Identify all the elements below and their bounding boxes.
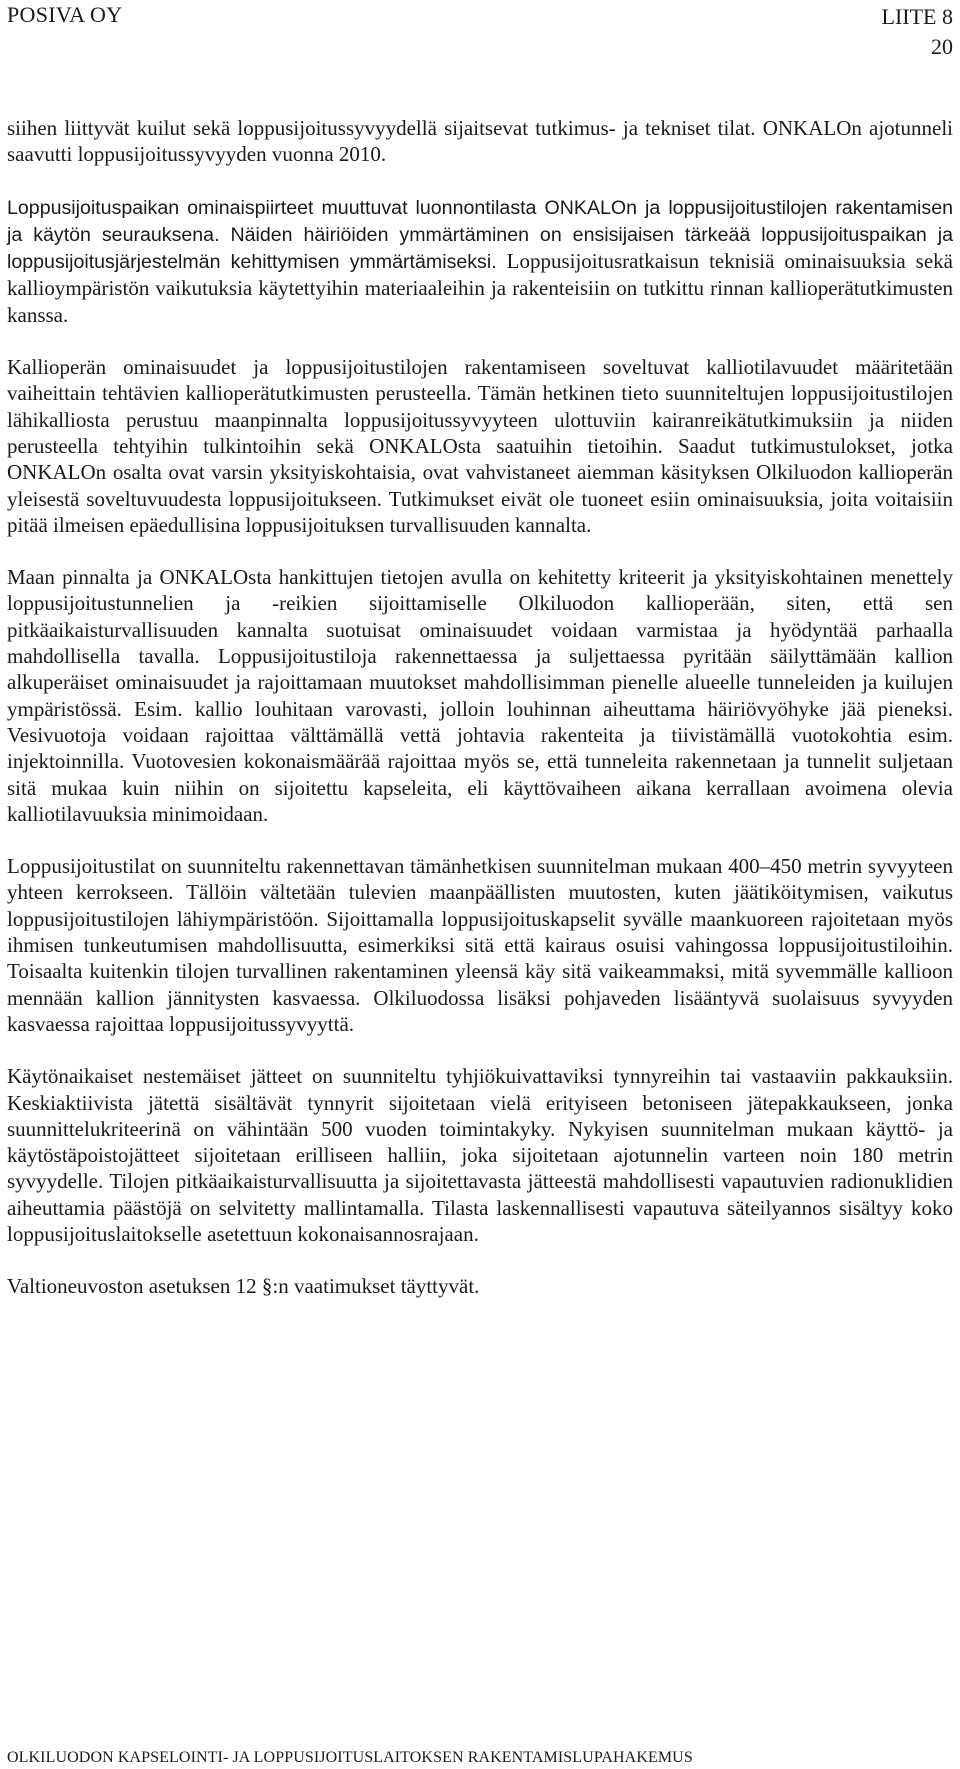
paragraph-3: Kallioperän ominaisuudet ja loppusijoitustilojen rakentamiseen soveltuvat kalliotilavuudet määritetään vaiheittain tehtävien kallioperätutkimusten perusteella. Tämän hetkinen tieto suunniteltujen loppusijoitustilojen lähikalliosta perustuu maanpinnalta loppusijoitussyvyyteen ulottuviin kairanreikätutkimuksiin ja niiden perusteella tehtyihin tulkintoihin sekä ONKALOsta saatuihin tietoihin. Saadut tutkimustulokset, jotka ONKALOn osalta ovat varsin yksityiskohtaisia, ovat vahvistaneet aiemman käsityksen Olkiluodon kallioperän yleisestä soveltuvuudesta loppusijoitukseen. Tutkimukset eivät ole tuoneet esiin ominaisuuksia, joita voitaisiin pitää ilmeisen epäedullisina loppusijoituksen turvallisuuden kannalta. (7, 355, 953, 537)
document-body (7, 115, 953, 1326)
paragraph-6: Käytönaikaiset nestemäiset jätteet on suunniteltu tyhjiökuivattaviksi tynnyreihin tai vastaaviin pakkauksiin. Keskiaktiivista jätettä sisältävät tynnyrit sijoitetaan vielä erityiseen betoniseen jätepakkaukseen, jonka suunnittelukriteerinä on vähintään 500 vuoden toimintakyky. Nykyisen suunnitelman mukaan käyttö- ja käytöstäpoistojätteet sijoitetaan erilliseen halliin, joka sijoitetaan ajotunnelin varteen noin 180 metrin syvyydelle. Tilojen pitkäaikaisturvallisuutta ja sijoitettavasta jätteestä mahdollisesti vapautuvien radionuklidien aiheuttamia päästöjä on selvitetty mallintamalla. Tilasta laskennallisesti vapautuva säteilyannos sisältyy koko loppusijoituslaitokselle asetettuun kokonaisannosrajaan. (7, 1064, 953, 1246)
paragraph-4: Maan pinnalta ja ONKALOsta hankittujen tietojen avulla on kehitetty kriteerit ja yksityiskohtainen menettely loppusijoitustunnelien ja -reikien sijoittamiselle Olkiluodon kallioperään, siten, että sen pitkäaikaisturvallisuuden kannalta suotuisat ominaisuudet voidaan varmistaa ja hyödyntää parhaalla mahdollisella tavalla. Loppusijoitustiloja rakennettaessa ja suljettaessa pyritään säilyttämään kallion alkuperäiset ominaisuudet ja rajoittamaan muutokset mahdollisimman pienelle alueelle tunneleiden ja kuilujen ympäristössä. Esim. kallio louhitaan varovasti, jolloin louhinnan aiheuttama häiriövyöhyke jää pieneksi. Vesivuotoja voidaan rajoittaa välttämällä vettä johtavia rakenteita ja tiivistämällä vuotokohtia esim. injektoinnilla. Vuotovesien kokonaismäärää rajoittaa myös se, että tunneleita rakennetaan ja tunnelit suljetaan sitä mukaa kuin niihin on sijoitettu kapseleita, eli käyttövaiheen aikana kerrallaan avoimena olevia kalliotilavuuksia minimoidaan. (7, 565, 953, 826)
page-footer: OLKILUODON KAPSELOINTI- JA LOPPUSIJOITUSLAITOKSEN RAKENTAMISLUPAHAKEMUS (7, 1749, 693, 1766)
organization-name: POSIVA OY (7, 2, 123, 27)
paragraph-5: Loppusijoitustilat on suunniteltu rakennettavan tämänhetkisen suunnitelman mukaan 400–450 metrin syvyyteen yhteen kerrokseen. Tällöin vältetään tulevien maanpäällisten muutosten, kuten jäätiköitymisen, vaikutus loppusijoitustilojen lähiympäristöön. Sijoittamalla loppusijoituskapselit syvälle maankuoreen rajoitetaan myös ihmisen tunkeutumisen mahdollisuutta, esimerkiksi sitä että kairaus osuisi vahingossa loppusijoitustiloihin. Toisaalta kuitenkin tilojen turvallinen rakentaminen yleensä käy sitä vaikeammaksi, mitä syvemmälle kallioon mennään kallion jännitysten kasvaessa. Olkiluodossa lisäksi pohjaveden lisääntyvä suolaisuus syvyyden kasvaessa rajoittaa loppusijoitussyvyyttä. (7, 854, 953, 1036)
paragraph-7: Valtioneuvoston asetuksen 12 §:n vaatimukset täyttyvät. (7, 1274, 480, 1299)
appendix-label: LIITE 8 (881, 4, 953, 29)
page-header-right (882, 2, 953, 62)
paragraph-2-part-b: Loppusijoitusratkaisun teknisiä ominaisuuksia sekä kallioympäristön vaikutuksia käytettyihin materiaaleihin ja rakenteisiin on tutkittu rinnan kallioperätutkimusten kanssa. (7, 249, 953, 327)
paragraph-2-part-a: Loppusijoituspaikan ominaispiirteet muuttuvat luonnontilasta ONKALOn ja loppusijoitustilojen rakentamisen ja käytön seurauksena. Näiden häiriöiden ymmärtäminen on ensisijaisen tärkeää loppusijoituspaikan ja loppusijoitusjärjestelmän kehittymisen ymmärtämiseksi. (7, 196, 953, 274)
paragraph-1: siihen liittyvät kuilut sekä loppusijoitussyvyydellä sijaitsevat tutkimus- ja tekniset tilat. ONKALOn ajotunneli saavutti loppusijoitussyvyyden vuonna 2010. (7, 116, 953, 167)
page-number: 20 (931, 34, 953, 59)
paragraph-2 (7, 194, 953, 328)
